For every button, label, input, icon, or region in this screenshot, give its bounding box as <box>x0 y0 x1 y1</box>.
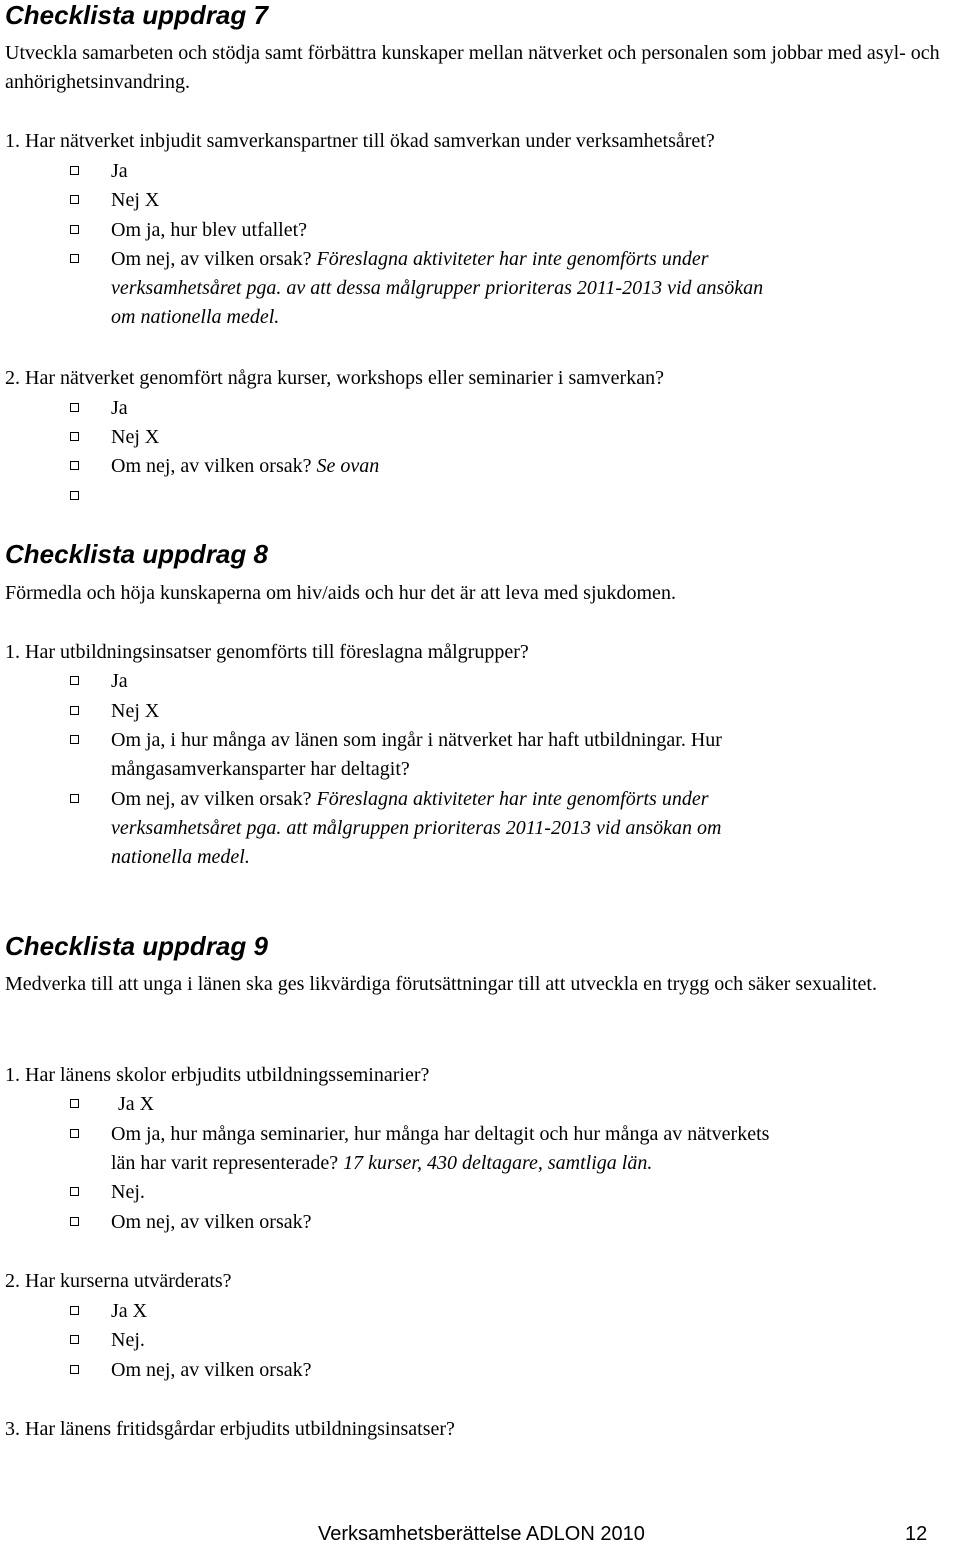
s7-q1-om-nej-answer-line-2: verksamhetsåret pga. av att dessa målgrupper prioriteras 2011-2013 vid ansökan <box>111 277 764 299</box>
s9-q1-om-ja-answer: 17 kurser, 430 deltagare, samtliga län. <box>338 1152 653 1174</box>
checkbox-icon[interactable] <box>70 491 79 500</box>
s9-question-3: 3. Har länens fritidsgårdar erbjudits utbildningsinsatser? <box>5 1418 455 1440</box>
s8-q1-om-nej-answer-line-1: Föreslagna aktiviteter har inte genomförts under <box>316 788 709 810</box>
checkbox-icon[interactable] <box>70 1217 79 1226</box>
checkbox-icon[interactable] <box>70 794 79 803</box>
s8-question-1: 1. Har utbildningsinsatser genomförts till föreslagna målgrupper? <box>5 641 529 663</box>
section-9-heading: Checklista uppdrag 9 <box>5 931 268 961</box>
checkbox-icon[interactable] <box>70 166 79 175</box>
s8-q1-om-nej-answer-line-2: verksamhetsåret pga. att målgruppen prioriteras 2011-2013 vid ansökan om <box>111 817 722 839</box>
checkbox-icon[interactable] <box>70 1129 79 1138</box>
footer-document-title: Verksamhetsberättelse ADLON 2010 <box>318 1523 645 1545</box>
footer-page-number: 12 <box>905 1523 928 1545</box>
checkbox-icon[interactable] <box>70 1099 79 1108</box>
checkbox-icon[interactable] <box>70 1365 79 1374</box>
section-7-intro: Utveckla samarbeten och stödja samt förbättra kunskaper mellan nätverket och personalen som jobbar med asyl- och anhörighetsinvandring. <box>5 42 940 93</box>
document-page: Checklista uppdrag 7 Utveckla samarbeten och stödja samt förbättra kunskaper mellan nätverket och personalen som jobbar med asyl- och anhörighetsinvandring. 1. Har nätverket inbjudit samverkanspartner till ökad samverkan under verksamhetsåret? Ja Nej X Om ja, hur blev utfallet? Om nej, av vilken orsak? Föreslagna aktiviteter har inte genomförts under verksamhetsåret pga. av att dessa målgrupper prioriteras 2011-2013 vid ansökan om nationella medel. 2. Har nätverket genomfört några kurser, workshops eller seminarier i samverkan? Ja Nej X Om nej, av vilken orsak? Se ovan Checklista uppdrag 8 Förmedla och höja kunskaperna om hiv/aids och hur det är att leva med sjukdomen. 1. Har utbildningsinsatser genomförts till föreslagna målgrupper? Ja Nej X Om ja, i hur många av länen som ingår i nätverket har haft utbildningar. Hur mångasamverkansparter har deltagit? Om nej, av vilken orsak? Föreslagna aktiviteter har inte genomförts under verksamhetsåret pga. att målgruppen prioriteras 2011-2013 vid ansökan om nationella medel. Checklista uppdrag 9 Medverka till att unga i länen ska ges likvärdiga förutsättningar till att utveckla en trygg och säker sexualitet. 1. Har länens skolor erbjudits utbildningsseminarier? Ja X Om ja, hur många seminarier, hur många har deltagit och hur många av nätverkets län har varit representerade? 17 kurser, 430 deltagare, samtliga län. Nej. Om nej, av vilken orsak? 2. Har kurserna utvärderats? Ja X Nej. Om nej, av vilken orsak? 3. Har länens fritidsgårdar erbjudits utbildningsinsatser? Verksamhetsberättelse ADLON 2010 12 <box>0 0 960 1545</box>
checkbox-icon[interactable] <box>70 676 79 685</box>
s7-question-1: 1. Har nätverket inbjudit samverkanspartner till ökad samverkan under verksamhetsåret? <box>5 130 715 152</box>
s7-q1-om-nej-answer-line-3: om nationella medel. <box>111 306 280 328</box>
s7-q2-om-nej-answer: Se ovan <box>316 455 380 477</box>
s7-q1-om-nej-answer-line-1: Föreslagna aktiviteter har inte genomförts under <box>316 248 709 270</box>
checkbox-icon[interactable] <box>70 1187 79 1196</box>
checkbox-icon[interactable] <box>70 1306 79 1315</box>
section-9-intro: Medverka till att unga i länen ska ges likvärdiga förutsättningar till att utveckla en trygg och säker sexualitet. <box>5 973 877 995</box>
s8-q1-om-ja-line-2: mångasamverkansparter har deltagit? <box>111 758 410 780</box>
checkbox-icon[interactable] <box>70 403 79 412</box>
checkbox-icon[interactable] <box>70 225 79 234</box>
checkbox-icon[interactable] <box>70 461 79 470</box>
checkbox-icon[interactable] <box>70 254 79 263</box>
s7-question-2: 2. Har nätverket genomfört några kurser, workshops eller seminarier i samverkan? <box>5 367 664 389</box>
checkbox-icon[interactable] <box>70 432 79 441</box>
s9-q1-om-ja-line-2: län har varit representerade? 17 kurser, 430 deltagare, samtliga län. <box>111 1152 653 1174</box>
section-8-intro: Förmedla och höja kunskaperna om hiv/aids och hur det är att leva med sjukdomen. <box>5 582 676 604</box>
s8-q1-om-nej-answer-line-3: nationella medel. <box>111 846 250 868</box>
checkbox-icon[interactable] <box>70 735 79 744</box>
section-7-heading: Checklista uppdrag 7 <box>5 0 268 30</box>
checkbox-icon[interactable] <box>70 706 79 715</box>
s9-question-2: 2. Har kurserna utvärderats? <box>5 1270 232 1292</box>
checkbox-icon[interactable] <box>70 195 79 204</box>
checkbox-icon[interactable] <box>70 1335 79 1344</box>
section-8-heading: Checklista uppdrag 8 <box>5 539 268 569</box>
s9-question-1: 1. Har länens skolor erbjudits utbildningsseminarier? <box>5 1064 430 1086</box>
